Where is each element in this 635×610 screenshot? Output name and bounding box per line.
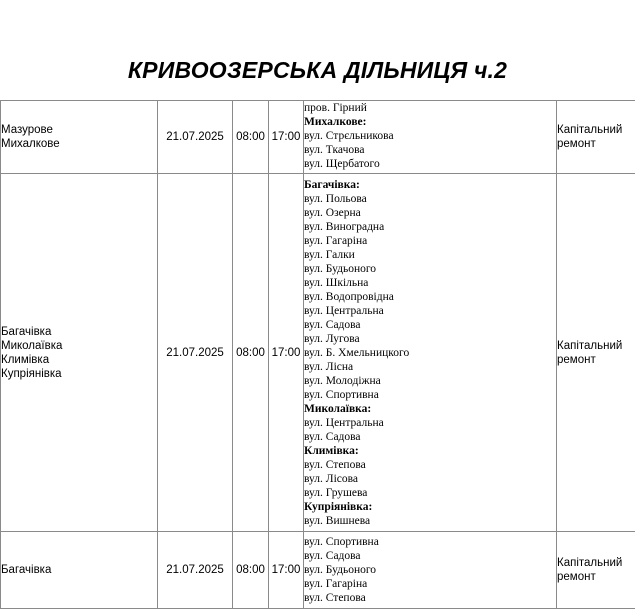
settlement-cell — [1, 532, 158, 609]
settlement-heading: Купріянівка: — [304, 500, 373, 513]
street-name: вул. Спортивна — [304, 388, 379, 401]
date-cell: 21.07.2025 — [158, 532, 233, 609]
end-time-cell: 17:00 — [269, 101, 304, 174]
street-name: вул. Лісова — [304, 472, 359, 485]
street-name: вул. Галки — [304, 248, 355, 261]
date-cell: 21.07.2025 — [158, 101, 233, 174]
street-name: вул. Гагаріна — [304, 234, 368, 247]
settlement-cell — [1, 101, 158, 174]
street-name: вул. Ткачова — [304, 144, 365, 156]
street-name: вул. Будьоного — [304, 564, 377, 576]
table-row — [1, 174, 635, 532]
settlement-heading: Багачівка: — [304, 178, 360, 191]
work-type-text: Капітальний — [557, 557, 623, 569]
street-name: вул. Шкільна — [304, 276, 369, 289]
street-name: вул. Польова — [304, 192, 367, 205]
work-type-cell — [557, 174, 635, 532]
street-name: вул. Центральна — [304, 416, 384, 429]
street-name: вул. Спортивна — [304, 536, 379, 548]
start-time-cell: 08:00 — [233, 174, 269, 532]
settlement-name: Миколаївка — [1, 339, 63, 352]
street-name: вул. Гагаріна — [304, 578, 368, 590]
street-name: вул. Стрєльникова — [304, 130, 394, 142]
work-type-text: Капітальний — [557, 339, 623, 352]
streets-cell — [304, 101, 557, 174]
settlement-cell — [1, 174, 158, 532]
start-time-cell: 08:00 — [233, 532, 269, 609]
streets-cell — [304, 174, 557, 532]
settlement-name: Багачівка — [1, 325, 52, 338]
street-name: вул. Водопровідна — [304, 290, 394, 303]
street-name: вул. Степова — [304, 458, 366, 471]
work-type-cell — [557, 532, 635, 609]
settlement-name: Багачівка — [1, 564, 52, 576]
street-name: вул. Будьоного — [304, 262, 377, 275]
settlement-name: Мазурове — [1, 124, 53, 136]
outage-schedule-table — [0, 100, 635, 609]
street-name: вул. Молодіжна — [304, 374, 381, 387]
street-name: вул. Вишнева — [304, 514, 371, 527]
settlement-name: Михалкове — [1, 138, 60, 150]
street-name: вул. Степова — [304, 592, 366, 604]
date-cell: 21.07.2025 — [158, 174, 233, 532]
settlement-name: Купріянівка — [1, 367, 62, 380]
schedule-body — [1, 101, 635, 609]
streets-cell — [304, 532, 557, 609]
street-name: пров. Гірний — [304, 102, 367, 114]
work-type-text: ремонт — [557, 353, 596, 366]
end-time-cell: 17:00 — [269, 532, 304, 609]
settlement-name: Климівка — [1, 353, 50, 366]
settlement-heading: Климівка: — [304, 444, 359, 457]
table-row — [1, 532, 635, 609]
street-name: вул. Садова — [304, 318, 361, 331]
start-time-cell: 08:00 — [233, 101, 269, 174]
street-name: вул. Виноградна — [304, 220, 385, 233]
street-name: вул. Озерна — [304, 206, 361, 219]
work-type-text: ремонт — [557, 571, 596, 583]
table-row — [1, 101, 635, 174]
work-type-cell — [557, 101, 635, 174]
street-name: вул. Лісна — [304, 360, 354, 373]
end-time-cell: 17:00 — [269, 174, 304, 532]
settlement-heading: Миколаївка: — [304, 402, 372, 415]
street-name: вул. Грушева — [304, 486, 368, 499]
work-type-text: Капітальний — [557, 124, 623, 136]
page-title: КРИВООЗЕРСЬКА ДІЛЬНИЦЯ ч.2 — [127, 57, 508, 83]
street-name: вул. Лугова — [304, 332, 360, 345]
street-name: вул. Садова — [304, 550, 361, 562]
street-name: вул. Садова — [304, 430, 361, 443]
street-name: вул. Б. Хмельницкого — [304, 346, 410, 359]
street-name: вул. Центральна — [304, 304, 384, 317]
street-name: вул. Щербатого — [304, 158, 380, 170]
work-type-text: ремонт — [557, 138, 596, 150]
settlement-heading: Михалкове: — [304, 116, 367, 128]
